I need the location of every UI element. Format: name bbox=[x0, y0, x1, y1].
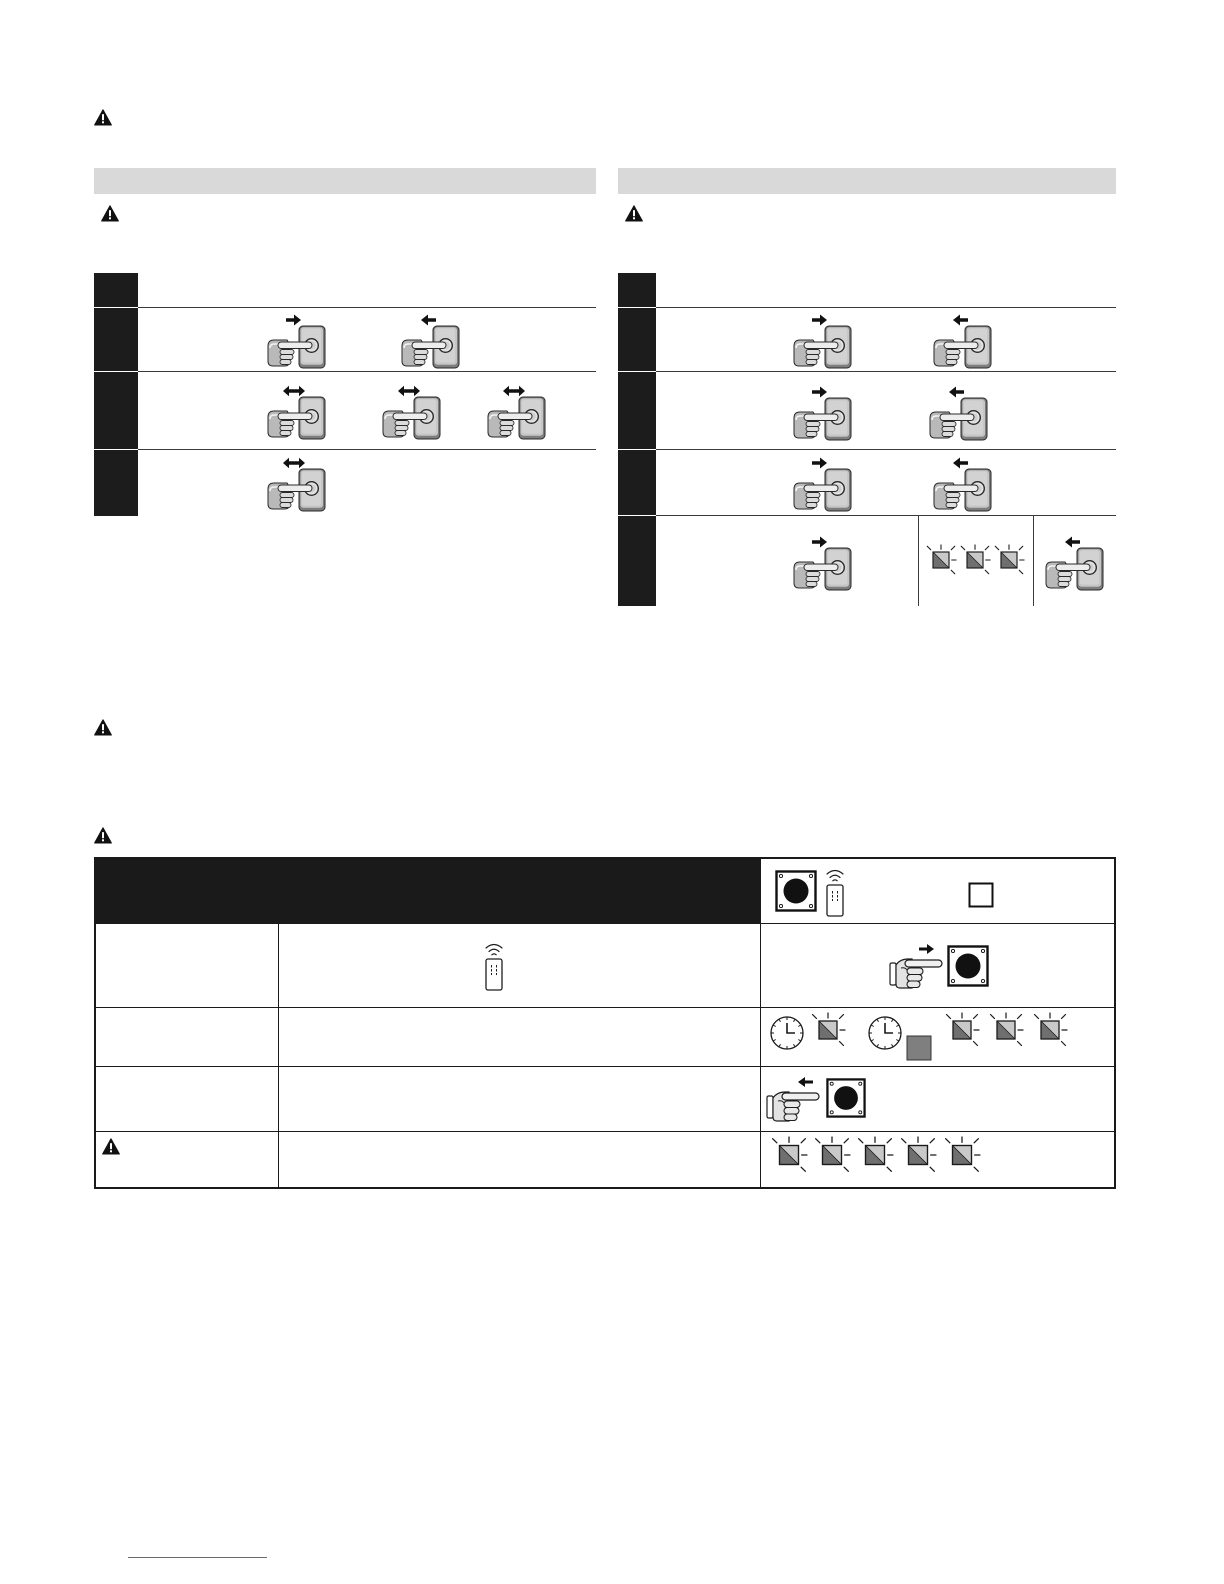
step-content-cell bbox=[138, 308, 596, 372]
empty-square-icon bbox=[968, 882, 994, 908]
hand-press-left-icon bbox=[932, 313, 992, 369]
step-number-cell bbox=[94, 308, 138, 371]
led-blink-icon bbox=[810, 1012, 846, 1048]
step-content-cell bbox=[656, 450, 1116, 516]
step-number-cell bbox=[618, 308, 656, 371]
warning-icon bbox=[102, 1138, 120, 1155]
hand-press-left-icon bbox=[932, 456, 992, 512]
table-cell bbox=[278, 1067, 760, 1131]
table-cell bbox=[94, 1067, 278, 1131]
column-divider bbox=[918, 516, 919, 606]
clock-icon bbox=[769, 1015, 805, 1051]
hand-press-left-icon bbox=[400, 313, 460, 369]
step-row bbox=[94, 273, 596, 308]
led-blink-icon bbox=[856, 1136, 894, 1174]
pointing-hand-left-icon bbox=[766, 1076, 820, 1122]
step-number-cell bbox=[618, 516, 656, 606]
warning-icon bbox=[101, 205, 119, 222]
hand-press-right-icon bbox=[792, 385, 852, 441]
step-row bbox=[94, 308, 596, 372]
table-header-cell bbox=[94, 857, 760, 923]
right-step-table bbox=[618, 273, 1116, 606]
left-step-table bbox=[94, 273, 596, 516]
pushbutton-icon bbox=[775, 870, 817, 912]
clock-icon bbox=[867, 1015, 903, 1051]
step-row bbox=[94, 450, 596, 516]
table-cell bbox=[760, 924, 1116, 1007]
table-cell bbox=[278, 1132, 760, 1189]
step-content-cell bbox=[656, 273, 1116, 308]
led-blink-icon bbox=[925, 544, 957, 576]
step-content-cell bbox=[138, 450, 596, 516]
led-blink-icon bbox=[988, 1012, 1024, 1048]
step-number-cell bbox=[618, 372, 656, 449]
step-row bbox=[94, 372, 596, 450]
table-cell bbox=[94, 1008, 278, 1066]
procedure-table bbox=[94, 857, 1116, 1189]
table-cell bbox=[278, 924, 760, 1007]
hand-press-both-icon bbox=[266, 456, 326, 512]
hand-press-right-icon bbox=[792, 456, 852, 512]
step-content-cell bbox=[656, 372, 1116, 450]
table-cell bbox=[760, 1008, 1116, 1066]
step-number-cell bbox=[94, 372, 138, 449]
hand-press-both-icon bbox=[381, 384, 441, 440]
left-panel-header-bar bbox=[94, 168, 596, 194]
table-header-row bbox=[94, 857, 1116, 923]
led-blink-icon bbox=[993, 544, 1025, 576]
step-content-cell bbox=[138, 273, 596, 308]
table-row bbox=[94, 1066, 1116, 1131]
led-blink-icon bbox=[1032, 1012, 1068, 1048]
table-cell bbox=[94, 924, 278, 1007]
step-number-cell bbox=[618, 450, 656, 515]
hand-press-right-icon bbox=[266, 313, 326, 369]
warning-icon bbox=[94, 109, 112, 126]
table-cell bbox=[760, 1132, 1116, 1189]
table-cell bbox=[278, 1008, 760, 1066]
step-row bbox=[618, 516, 1116, 606]
right-panel-header-bar bbox=[618, 168, 1116, 194]
led-blink-icon bbox=[899, 1136, 937, 1174]
step-content-cell bbox=[656, 516, 1116, 606]
led-blink-icon bbox=[770, 1136, 808, 1174]
led-blink-icon bbox=[944, 1012, 980, 1048]
step-row bbox=[618, 450, 1116, 516]
led-blink-icon bbox=[943, 1136, 981, 1174]
column-divider bbox=[1033, 516, 1034, 606]
hand-press-both-icon bbox=[486, 384, 546, 440]
table-header-legend-cell bbox=[760, 857, 1116, 923]
table-row bbox=[94, 1131, 1116, 1189]
step-row bbox=[618, 308, 1116, 372]
step-number-cell bbox=[618, 273, 656, 307]
pushbutton-icon bbox=[947, 945, 989, 987]
step-number-cell bbox=[94, 273, 138, 307]
hand-press-right-icon bbox=[792, 313, 852, 369]
hand-press-left-icon bbox=[1044, 535, 1104, 591]
filled-square-icon bbox=[906, 1035, 932, 1061]
led-blink-icon bbox=[959, 544, 991, 576]
step-content-cell bbox=[138, 372, 596, 450]
table-cell bbox=[94, 1132, 278, 1189]
pushbutton-icon bbox=[826, 1078, 866, 1118]
hand-press-left-icon bbox=[928, 385, 988, 441]
led-blink-icon bbox=[813, 1136, 851, 1174]
table-row bbox=[94, 1007, 1116, 1066]
remote-control-icon bbox=[481, 940, 507, 992]
pointing-hand-right-icon bbox=[889, 943, 943, 989]
footnote-separator bbox=[128, 1557, 267, 1558]
step-content-cell bbox=[656, 308, 1116, 372]
step-row bbox=[618, 372, 1116, 450]
step-row bbox=[618, 273, 1116, 308]
warning-icon bbox=[94, 827, 112, 844]
step-number-cell bbox=[94, 450, 138, 516]
table-row bbox=[94, 923, 1116, 1007]
hand-press-both-icon bbox=[266, 384, 326, 440]
warning-icon bbox=[625, 205, 643, 222]
table-cell bbox=[760, 1067, 1116, 1131]
remote-control-icon bbox=[822, 866, 848, 918]
hand-press-right-icon bbox=[792, 535, 852, 591]
warning-icon bbox=[94, 719, 112, 736]
